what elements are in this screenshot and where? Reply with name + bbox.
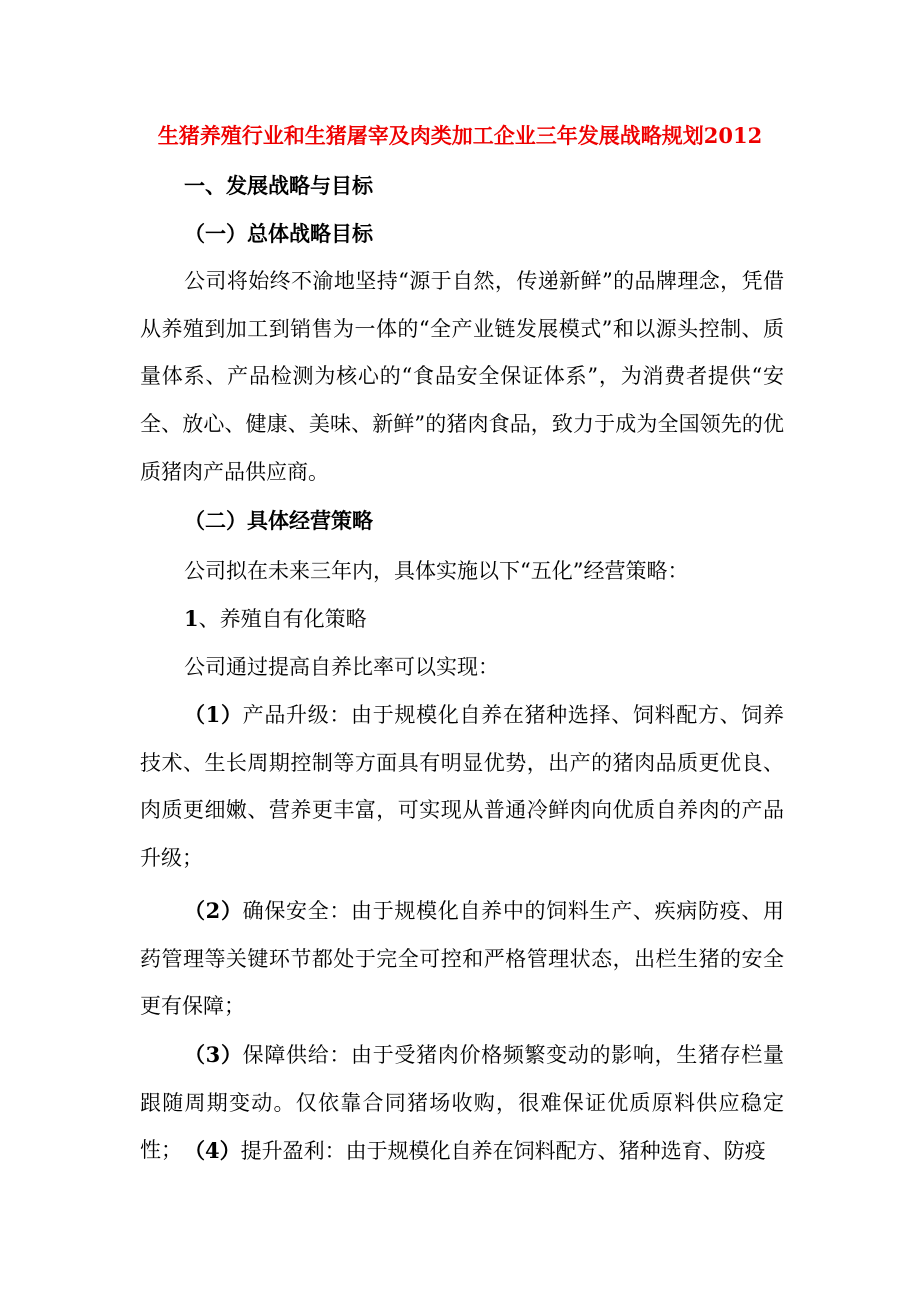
point-product-upgrade xyxy=(140,691,784,883)
list-item-number: 1 xyxy=(184,606,199,631)
point-number: （4） xyxy=(184,1138,241,1163)
point-improve-profit xyxy=(140,1127,784,1176)
section-heading-strategy: 一、发展战略与目标 xyxy=(184,173,373,198)
paragraph-overall-goal: 公司将始终不渝地坚持“源于自然，传递新鲜”的品牌理念，凭借从养殖到加工到销售为一体的“全产业链发展模式”和以源头控制、质量体系、产品检测为核心的“食品安全保证体系”，为消费者提供“安全、放心、健康、美味、新鲜”的猪肉食品，致力于成为全国领先的优质猪肉产品供应商。 xyxy=(140,269,784,484)
list-item-label: 、养殖自有化策略 xyxy=(198,607,367,631)
point-text: 产品升级：由于规模化自养在猪种选择、饲料配方、饲养技术、生长周期控制等方面具有明显优势，出产的猪肉品质更优良、肉质更细嫩、营养更丰富，可实现从普通冷鲜肉向优质自养肉的产品升级； xyxy=(140,703,784,871)
subsection-heading-business-strategy: （二）具体经营策略 xyxy=(184,508,373,533)
paragraph-five-strategies-intro: 公司拟在未来三年内，具体实施以下“五化”经营策略： xyxy=(184,559,689,583)
point-text: 提升盈利：由于规模化自养在饲料配方、猪种选育、防疫 xyxy=(240,1139,766,1163)
paragraph-self-breeding-intro: 公司通过提高自养比率可以实现： xyxy=(184,655,499,679)
point-number: （3） xyxy=(184,1042,243,1067)
list-item-breeding-strategy xyxy=(184,601,367,637)
subsection-heading-overall-goal: （一）总体战略目标 xyxy=(184,221,373,246)
point-ensure-safety xyxy=(140,887,784,1031)
document-title: 生猪养殖行业和生猪屠宰及肉类加工企业三年发展战略规划2012 xyxy=(157,123,763,148)
point-number: （1） xyxy=(184,702,243,727)
point-text: 保障供给：由于受猪肉价格频繁变动的影响，生猪存栏量跟随周期变动。仅依靠合同猪场收购，很难保证优质原料供应稳定性； xyxy=(140,1043,784,1163)
point-number: （2） xyxy=(184,898,243,923)
point-text: 确保安全：由于规模化自养中的饲料生产、疾病防疫、用药管理等关键环节都处于完全可控和严格管理状态，出栏生猪的安全更有保障； xyxy=(140,899,784,1019)
